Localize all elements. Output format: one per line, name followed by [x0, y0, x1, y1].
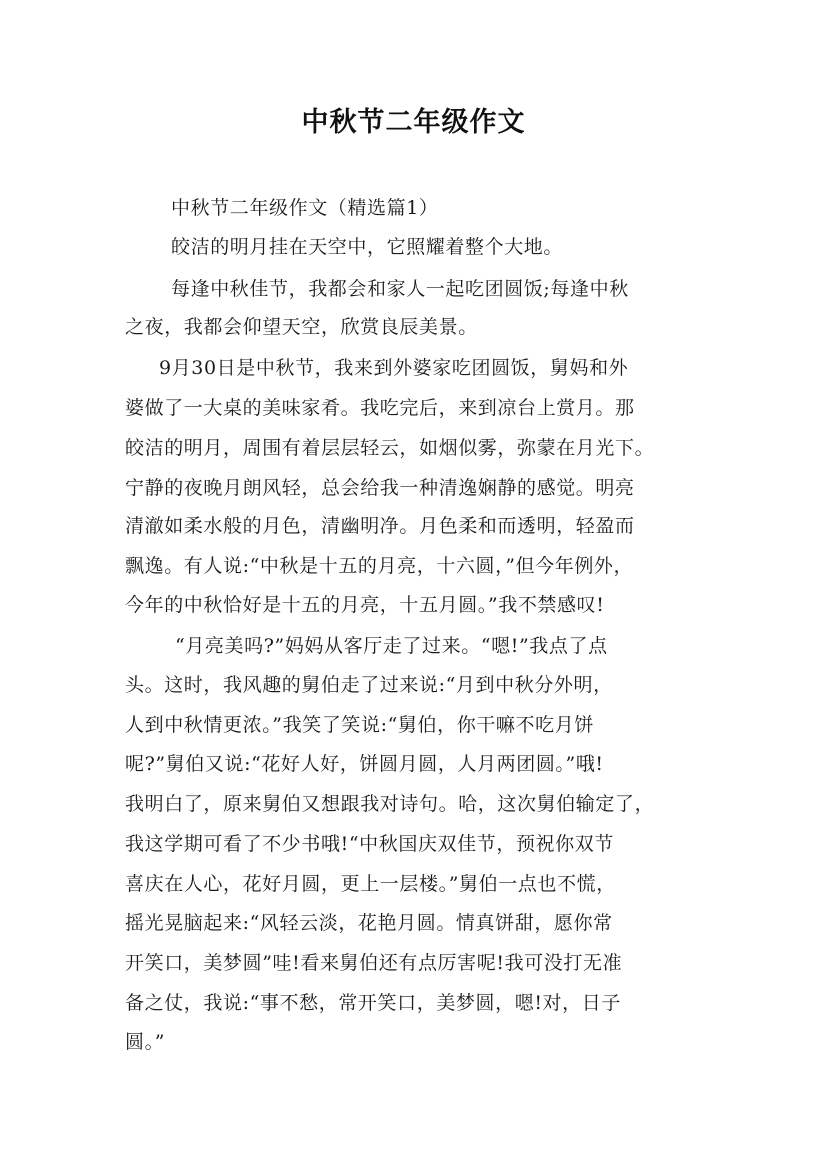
paragraph-line: 备之仗，我说:“事不愁，常开笑口，美梦圆，嗯!对，日子: [125, 992, 621, 1014]
paragraph-line: 皎洁的明月，周围有着层层轻云，如烟似雾，弥蒙在月光下。: [125, 437, 655, 459]
paragraph-line: 头。这时，我风趣的舅伯走了过来说:“月到中秋分外明，: [125, 674, 613, 696]
paragraph-line: 今年的中秋恰好是十五的月亮，十五月圆。”我不禁感叹!: [125, 594, 605, 616]
paragraph-line: 开笑口，美梦圆”哇!看来舅伯还有点厉害呢!我可没打无准: [125, 952, 623, 974]
paragraph-line: 人到中秋情更浓。”我笑了笑说:“舅伯，你干嘛不吃月饼: [125, 714, 594, 736]
paragraph-line: 婆做了一大桌的美味家肴。我吃完后，来到凉台上赏月。那: [125, 397, 635, 419]
paragraph-line: 我这学期可看了不少书哦!“中秋国庆双佳节，预祝你双节: [125, 833, 614, 855]
paragraph-line: 清澈如柔水般的月色，清幽明净。月色柔和而透明，轻盈而: [125, 515, 635, 537]
paragraph-line: 之夜，我都会仰望天空，欣赏良辰美景。: [125, 316, 478, 338]
document-title: 中秋节二年级作文: [301, 107, 526, 138]
paragraph-line: 圆。”: [125, 1031, 166, 1053]
essay-subtitle: 中秋节二年级作文（精选篇1）: [171, 197, 439, 219]
paragraph-line: 皎洁的明月挂在天空中，它照耀着整个大地。: [171, 236, 564, 258]
paragraph-line: 摇光晃脑起来:“风轻云淡，花艳月圆。情真饼甜，愿你常: [125, 912, 613, 934]
paragraph-line: 喜庆在人心，花好月圆，更上一层楼。”舅伯一点也不慌，: [125, 873, 616, 895]
paragraph-line: 9月30日是中秋节，我来到外婆家吃团圆饭，舅妈和外: [159, 357, 629, 379]
paragraph-line: 每逢中秋佳节，我都会和家人一起吃团圆饭;每逢中秋: [171, 278, 629, 300]
paragraph-line: 飘逸。有人说:“中秋是十五的月亮，十六圆，”但今年例外，: [125, 555, 634, 577]
paragraph-line: 呢?”舅伯又说:“花好人好，饼圆月圆，人月两团圆。”哦!: [125, 753, 604, 775]
paragraph-line: 我明白了，原来舅伯又想跟我对诗句。哈，这次舅伯输定了，: [125, 793, 655, 815]
paragraph-line: 宁静的夜晚月朗风轻，总会给我一种清逸娴静的感觉。明亮: [125, 477, 635, 499]
paragraph-line: “月亮美吗?”妈妈从客厅走了过来。“嗯!”我点了点: [175, 635, 608, 657]
